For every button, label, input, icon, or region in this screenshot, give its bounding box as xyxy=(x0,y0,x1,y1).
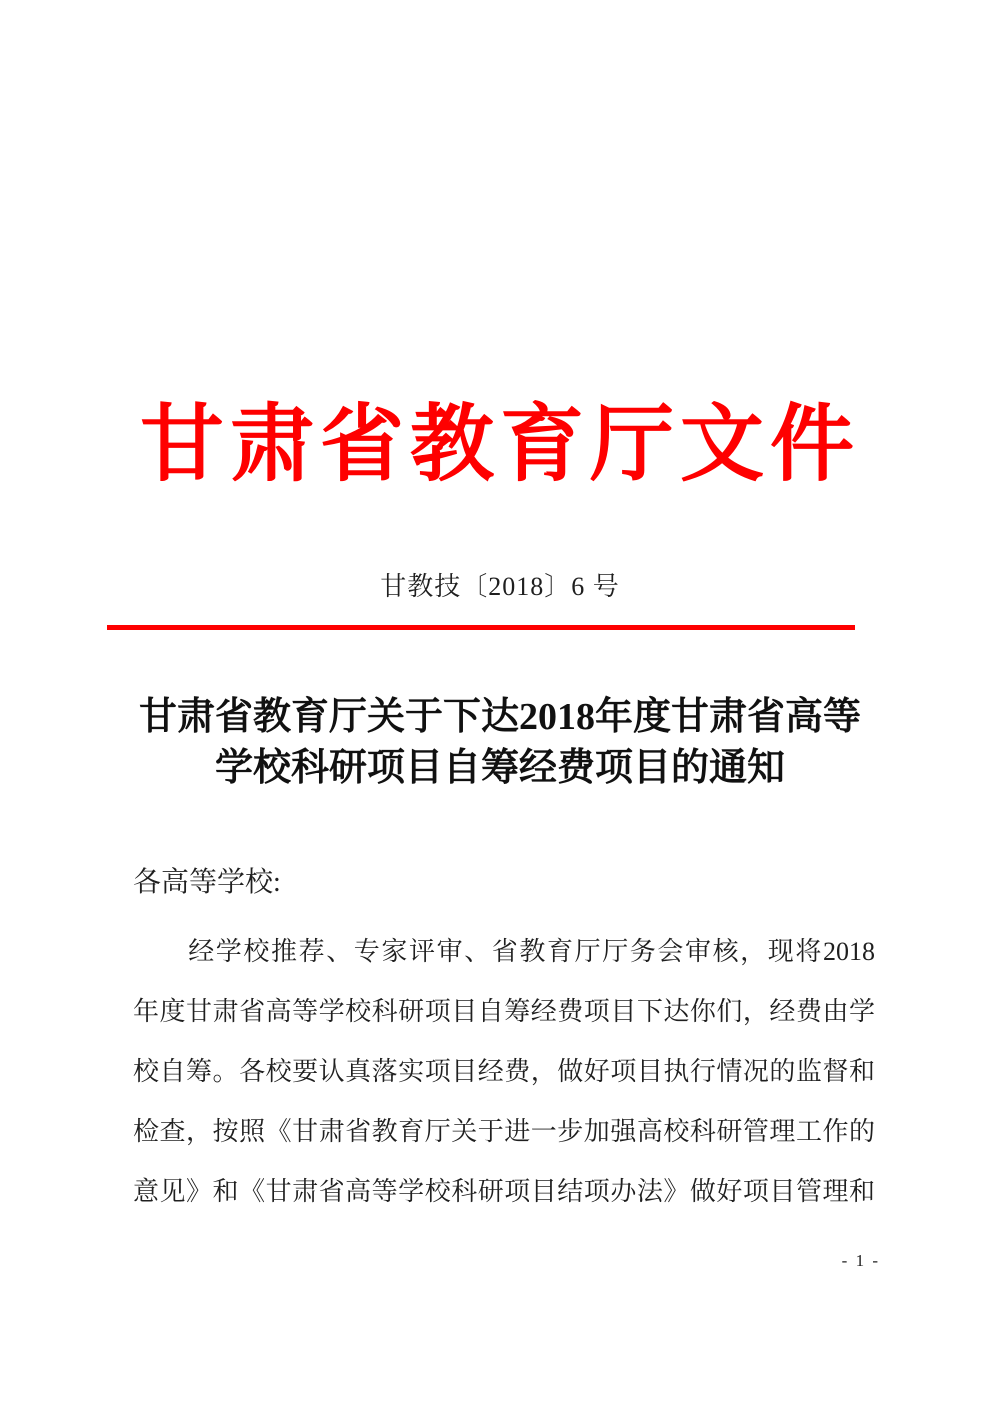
salutation: 各高等学校: xyxy=(133,867,281,898)
red-divider-line xyxy=(107,625,855,630)
document-title xyxy=(0,692,1000,794)
body-line: 检查，按照《甘肃省教育厅关于进一步加强高校科研管理工作的 xyxy=(133,1117,875,1146)
page-number: - 1 - xyxy=(841,1251,880,1270)
body-line: 校自筹。各校要认真落实项目经费，做好项目执行情况的监督和 xyxy=(133,1057,875,1086)
body-line: 意见》和《甘肃省高等学校科研项目结项办法》做好项目管理和 xyxy=(133,1177,875,1206)
body-line: 经学校推荐、专家评审、省教育厅厅务会审核，现将2018 xyxy=(133,937,875,966)
letterhead-title: 甘肃省教育厅文件 xyxy=(139,399,860,492)
body-paragraph xyxy=(133,922,875,1222)
document-title-line-2: 学校科研项目自筹经费项目的通知 xyxy=(214,747,785,789)
body-line: 年度甘肃省高等学校科研项目自筹经费项目下达你们，经费由学 xyxy=(133,997,875,1026)
document-number: 甘教技〔2018〕6 号 xyxy=(380,572,620,601)
document-title-line-1: 甘肃省教育厅关于下达2018年度甘肃省高等 xyxy=(138,696,861,738)
